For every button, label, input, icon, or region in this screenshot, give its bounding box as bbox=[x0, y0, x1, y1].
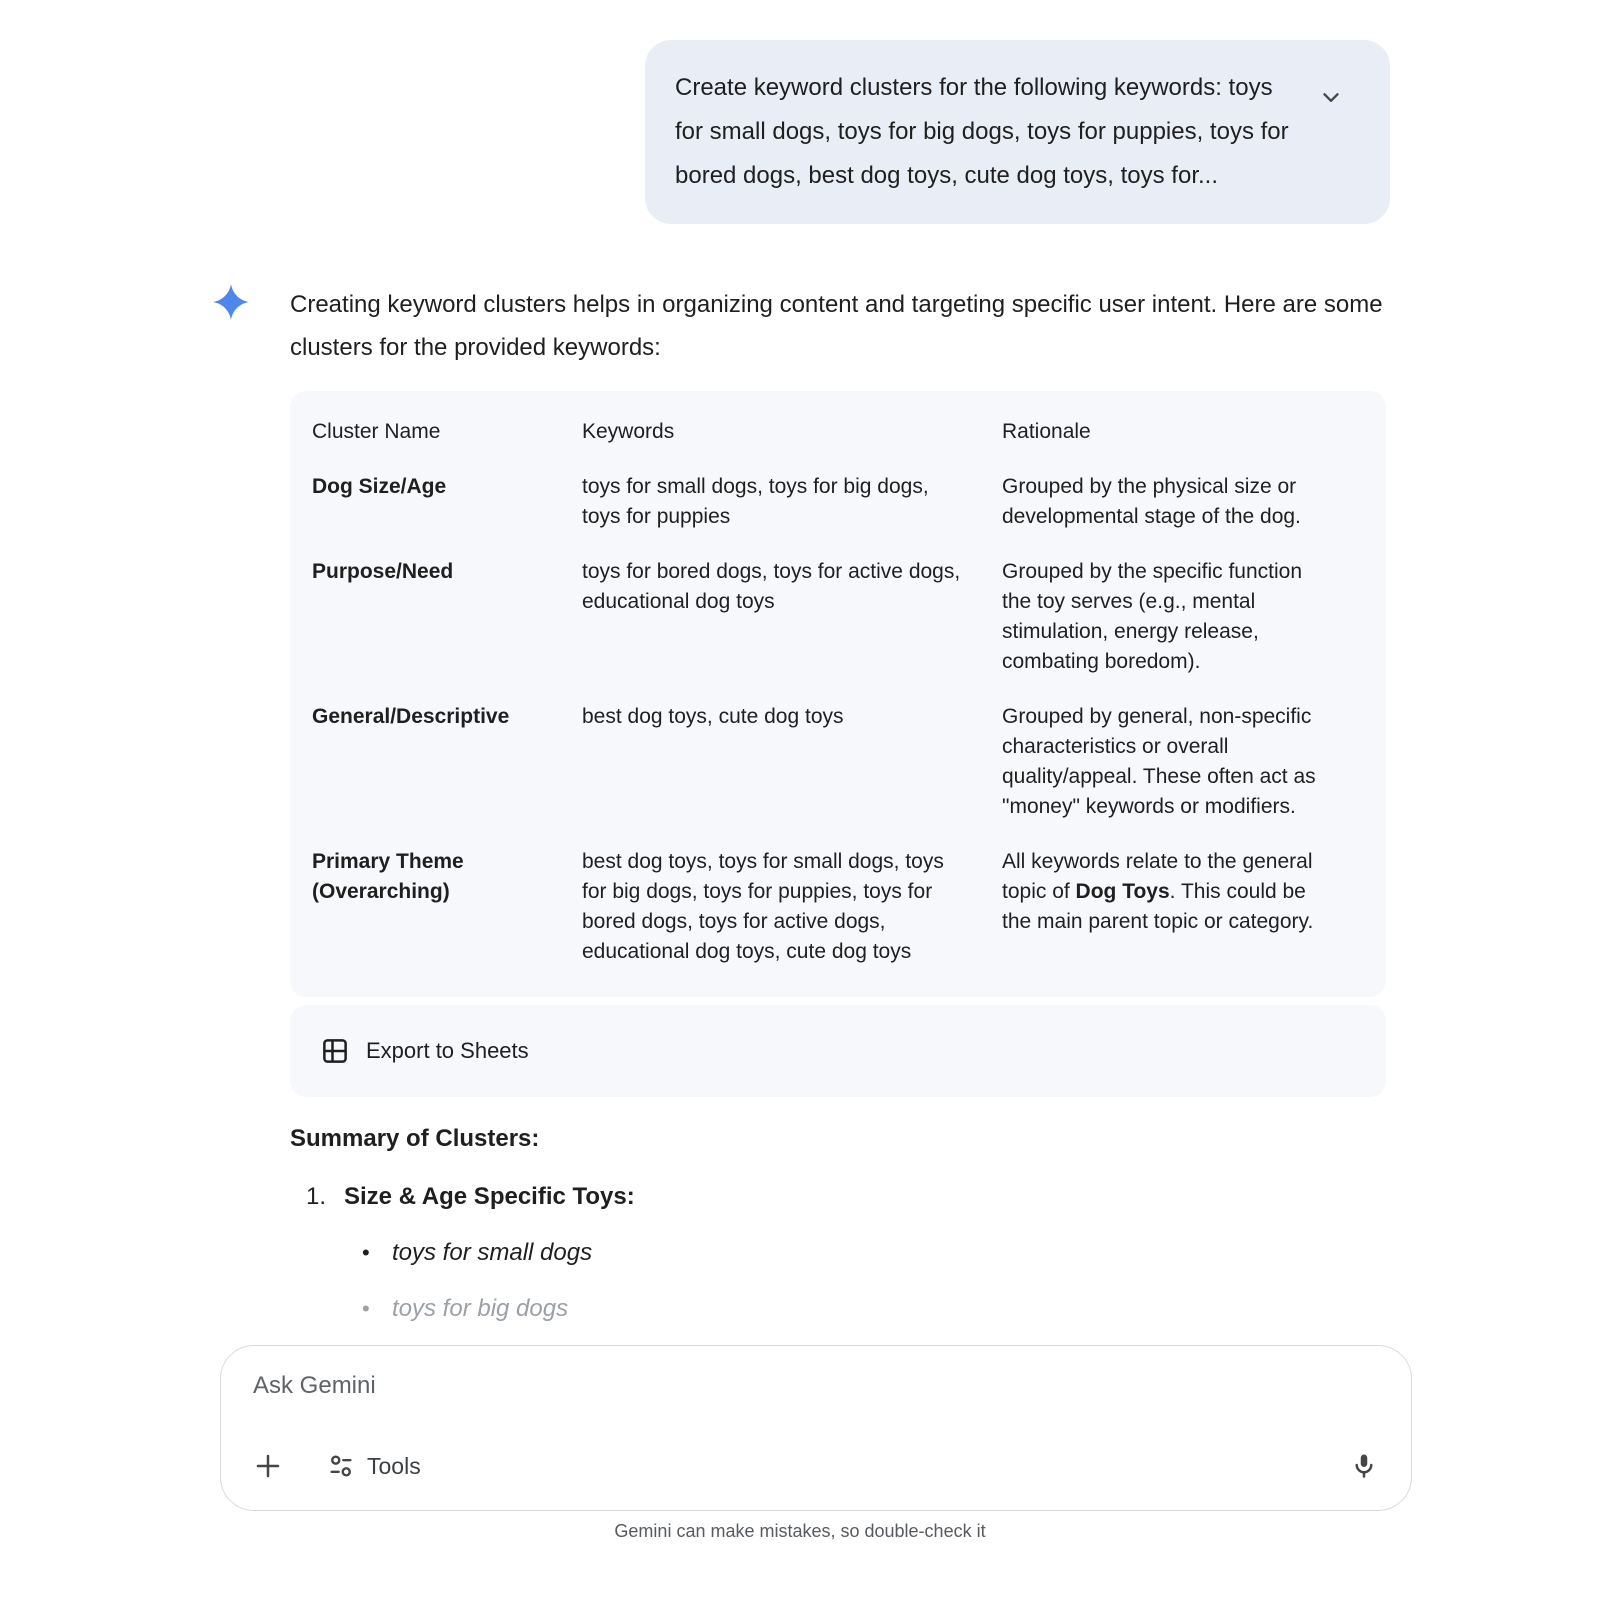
list-item-number: 1. bbox=[306, 1183, 327, 1210]
bullet-text: toys for small dogs bbox=[392, 1239, 593, 1266]
rationale-bold-term: Dog Toys bbox=[1075, 880, 1170, 903]
table-row-cluster-name: Purpose/Need bbox=[312, 560, 454, 583]
prompt-composer bbox=[220, 1345, 1412, 1511]
user-message-text: Create keyword clusters for the following keywords: toys for small dogs, toys for big dogs, toys for puppies, toys for bored dogs, best dog toys, cute dog toys, toys for... bbox=[675, 74, 1289, 189]
table-row-cluster-name: General/Descriptive bbox=[312, 705, 510, 728]
column-header-keywords: Keywords bbox=[582, 420, 675, 443]
tools-button[interactable] bbox=[327, 1452, 421, 1480]
table-row-keywords: toys for bored dogs, toys for active dogs, educational dog toys bbox=[582, 560, 961, 613]
table-row-rationale: Grouped by the specific function the toy serves (e.g., mental stimulation, energy release, combating boredom). bbox=[1002, 560, 1303, 673]
keyword-cluster-table bbox=[312, 417, 1364, 967]
table-row-keywords: toys for small dogs, toys for big dogs, toys for puppies bbox=[582, 475, 929, 528]
microphone-button[interactable] bbox=[1347, 1449, 1381, 1483]
bullet-text: toys for big dogs bbox=[392, 1295, 569, 1322]
add-attachment-button[interactable] bbox=[251, 1449, 285, 1483]
table-row-keywords: best dog toys, toys for small dogs, toys for big dogs, toys for puppies, toys for bored dogs, toys for active dogs, educational dog toys, cute dog toys bbox=[582, 850, 944, 963]
summary-bullet bbox=[290, 1238, 1386, 1268]
export-to-sheets-label: Export to Sheets bbox=[366, 1038, 529, 1063]
table-row-keywords: best dog toys, cute dog toys bbox=[582, 705, 844, 728]
column-header-cluster-name: Cluster Name bbox=[312, 420, 441, 443]
table-row-cluster-name: Primary Theme (Overarching) bbox=[312, 850, 464, 903]
prompt-input[interactable] bbox=[253, 1372, 1303, 1400]
assistant-response-body bbox=[290, 391, 1386, 1324]
assistant-intro-text: Creating keyword clusters helps in organizing content and targeting specific user intent. Here are some clusters for the provided keywords: bbox=[290, 291, 1383, 361]
rationale-suffix: . This could be the main parent topic or category. bbox=[1002, 880, 1314, 933]
column-header-rationale: Rationale bbox=[1002, 420, 1091, 443]
keyword-cluster-table-card bbox=[290, 391, 1386, 997]
summary-heading: Summary of Clusters: bbox=[290, 1125, 540, 1152]
table-row-cluster-name: Dog Size/Age bbox=[312, 475, 447, 498]
table-row-rationale: Grouped by general, non-specific characteristics or overall quality/appeal. These often act as "money" keywords or modifiers. bbox=[1002, 705, 1316, 818]
export-to-sheets-button[interactable] bbox=[290, 1005, 1386, 1097]
composer-toolbar bbox=[251, 1446, 1381, 1486]
table-row-rationale bbox=[1002, 847, 1364, 967]
bullet-marker: • bbox=[362, 1240, 370, 1265]
rationale-prefix: All keywords relate to the general topic of bbox=[1002, 850, 1313, 903]
tools-sliders-icon bbox=[327, 1452, 355, 1480]
plus-icon bbox=[253, 1451, 283, 1481]
microphone-icon bbox=[1349, 1451, 1379, 1481]
gemini-sparkle-icon bbox=[213, 284, 249, 320]
list-item-title: Size & Age Specific Toys: bbox=[344, 1183, 635, 1210]
summary-bullet-faded bbox=[290, 1294, 1386, 1324]
table-row-rationale: Grouped by the physical size or developmental stage of the dog. bbox=[1002, 475, 1301, 528]
user-message-bubble bbox=[645, 40, 1390, 224]
bullet-marker: • bbox=[362, 1296, 370, 1321]
summary-list-item bbox=[290, 1182, 1386, 1212]
disclaimer-text: Gemini can make mistakes, so double-check it bbox=[614, 1521, 986, 1541]
table-icon bbox=[320, 1036, 350, 1066]
tools-label: Tools bbox=[367, 1452, 421, 1479]
chevron-down-icon[interactable] bbox=[1318, 84, 1344, 110]
